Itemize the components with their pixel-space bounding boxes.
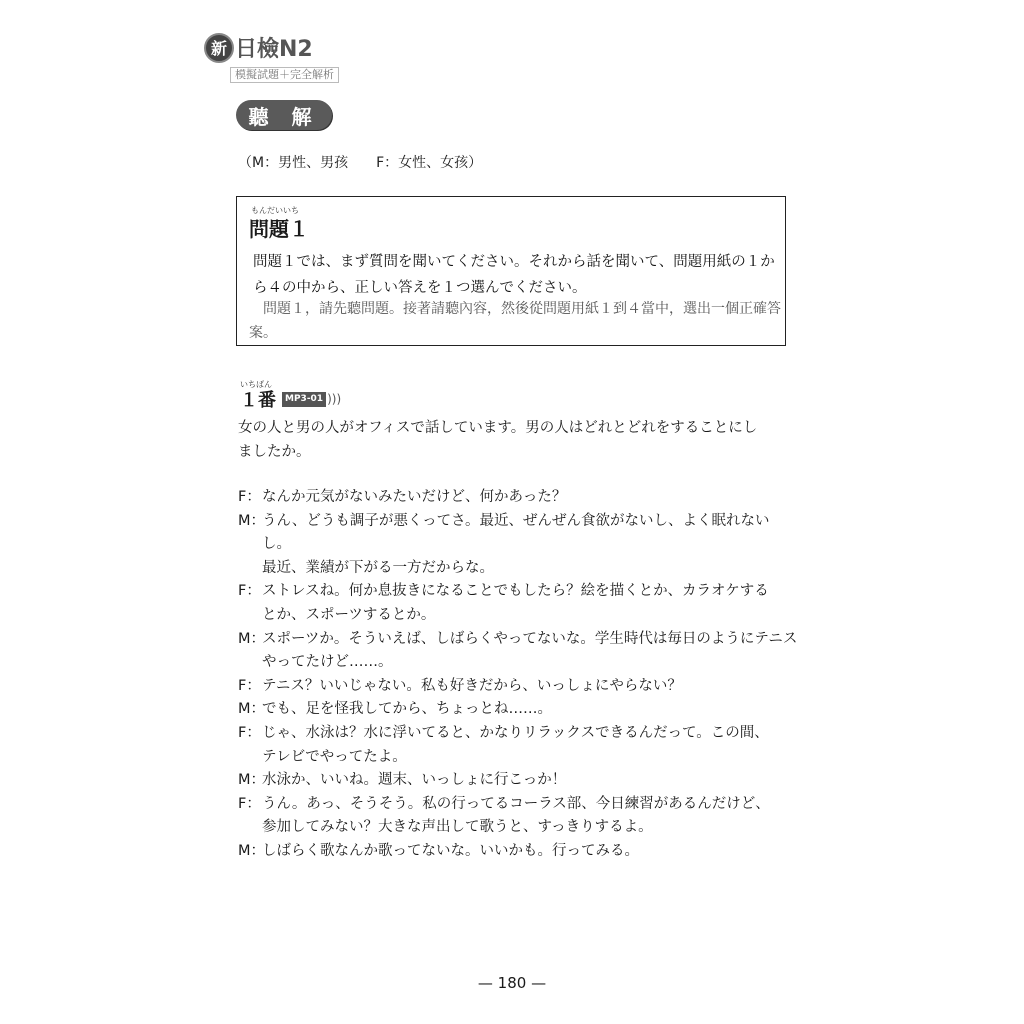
dialogue-line	[238, 793, 798, 817]
dialogue-line	[238, 628, 798, 652]
book-logo	[204, 32, 339, 83]
line-text: なんか元気がないみたいだけど、何かあった？	[262, 489, 567, 505]
speaker-legend: （M：男性、男孩 F：女性、女孩）	[238, 155, 483, 171]
dialogue-line	[238, 557, 798, 581]
question-ruby: いちばん	[240, 380, 272, 389]
speaker-label	[238, 651, 262, 675]
speaker-label	[238, 557, 262, 581]
dialogue-line	[238, 746, 798, 770]
speaker-label: M：	[238, 630, 266, 647]
instruction-japanese: 問題１では、まず質問を聞いてください。それから話を聞いて、問題用紙の１から４の中から、正しい答えを１つ選んでください。	[253, 254, 775, 296]
dialogue	[238, 486, 798, 864]
line-text: しばらく歌なんか歌ってないな。いいかも。行ってみる。	[262, 842, 639, 859]
page-number: — 180 —	[477, 974, 547, 992]
instruction-chinese: 問題１，請先聽問題。接著請聽內容，然後從問題用紙１到４當中，選出一個正確答案。	[249, 301, 781, 341]
speaker-icon: )))	[327, 392, 342, 406]
speaker-label: F：	[238, 677, 261, 694]
speaker-label	[238, 746, 262, 770]
speaker-label	[238, 604, 262, 628]
dialogue-line	[238, 675, 798, 699]
dialogue-line	[238, 816, 798, 840]
line-text: 最近、業績が下がる一方だからな。	[262, 559, 494, 576]
line-text: うん、どうも調子が悪くってさ。最近、ぜんぜん食欲がないし、よく眠れないし。	[262, 512, 770, 553]
line-text: テレビでやってたよ。	[262, 748, 407, 765]
dialogue-line	[238, 651, 798, 675]
instruction-box	[236, 196, 786, 346]
line-text: でも、足を怪我してから、ちょっとね……。	[262, 701, 552, 718]
line-text: スポーツか。そういえば、しばらくやってないな。学生時代は毎日のようにテニス	[262, 630, 798, 647]
speaker-label: F：	[238, 583, 261, 600]
speaker-label: F：	[238, 795, 261, 812]
instruction-title: 問題１	[249, 217, 309, 241]
dialogue-line	[238, 769, 798, 793]
line-text: うん。あっ、そうそう。私の行ってるコーラス部、今日練習があるんだけど、	[262, 795, 770, 812]
line-text: じゃ、水泳は？水に浮いてると、かなりリラックスできるんだって。この間、	[262, 724, 769, 741]
line-text: ストレスね。何か息抜きになることでもしたら？絵を描くとか、カラオケする	[262, 583, 769, 600]
line-text: やってたけど……。	[262, 654, 393, 671]
line-text: 参加してみない？大きな声出して歌うと、すっきりするよ。	[262, 819, 653, 836]
dialogue-line	[238, 486, 798, 510]
dialogue-line	[238, 722, 798, 746]
dialogue-line	[238, 698, 798, 722]
section-title: 聽 解	[236, 100, 332, 130]
dialogue-line	[238, 604, 798, 628]
speaker-label: M：	[238, 842, 266, 859]
dialogue-line	[238, 580, 798, 604]
logo-emblem: 新	[204, 33, 234, 63]
speaker-label	[238, 816, 262, 840]
logo-subtitle: 模擬試題＋完全解析	[230, 67, 339, 83]
logo-title: 日檢N2	[235, 37, 313, 62]
question-header	[240, 386, 341, 412]
title-ruby: もんだいいち	[251, 206, 299, 215]
speaker-label: M：	[238, 512, 266, 529]
line-text: 水泳か、いいね。週末、いっしょに行こっか！	[262, 772, 567, 789]
speaker-label: M：	[238, 772, 266, 789]
audio-track-badge: MP3-01	[282, 392, 326, 407]
line-text: テニス？いいじゃない。私も好きだから、いっしょにやらない？	[262, 677, 682, 694]
dialogue-line	[238, 510, 798, 557]
speaker-label: M：	[238, 701, 266, 718]
question-intro: 女の人と男の人がオフィスで話しています。男の人はどれとどれをすることにしましたか。	[238, 420, 758, 460]
question-number: １番	[240, 390, 276, 411]
dialogue-line	[238, 840, 798, 864]
speaker-label: F：	[238, 489, 261, 505]
speaker-label: F：	[238, 724, 261, 741]
line-text: とか、スポーツするとか。	[262, 606, 436, 623]
